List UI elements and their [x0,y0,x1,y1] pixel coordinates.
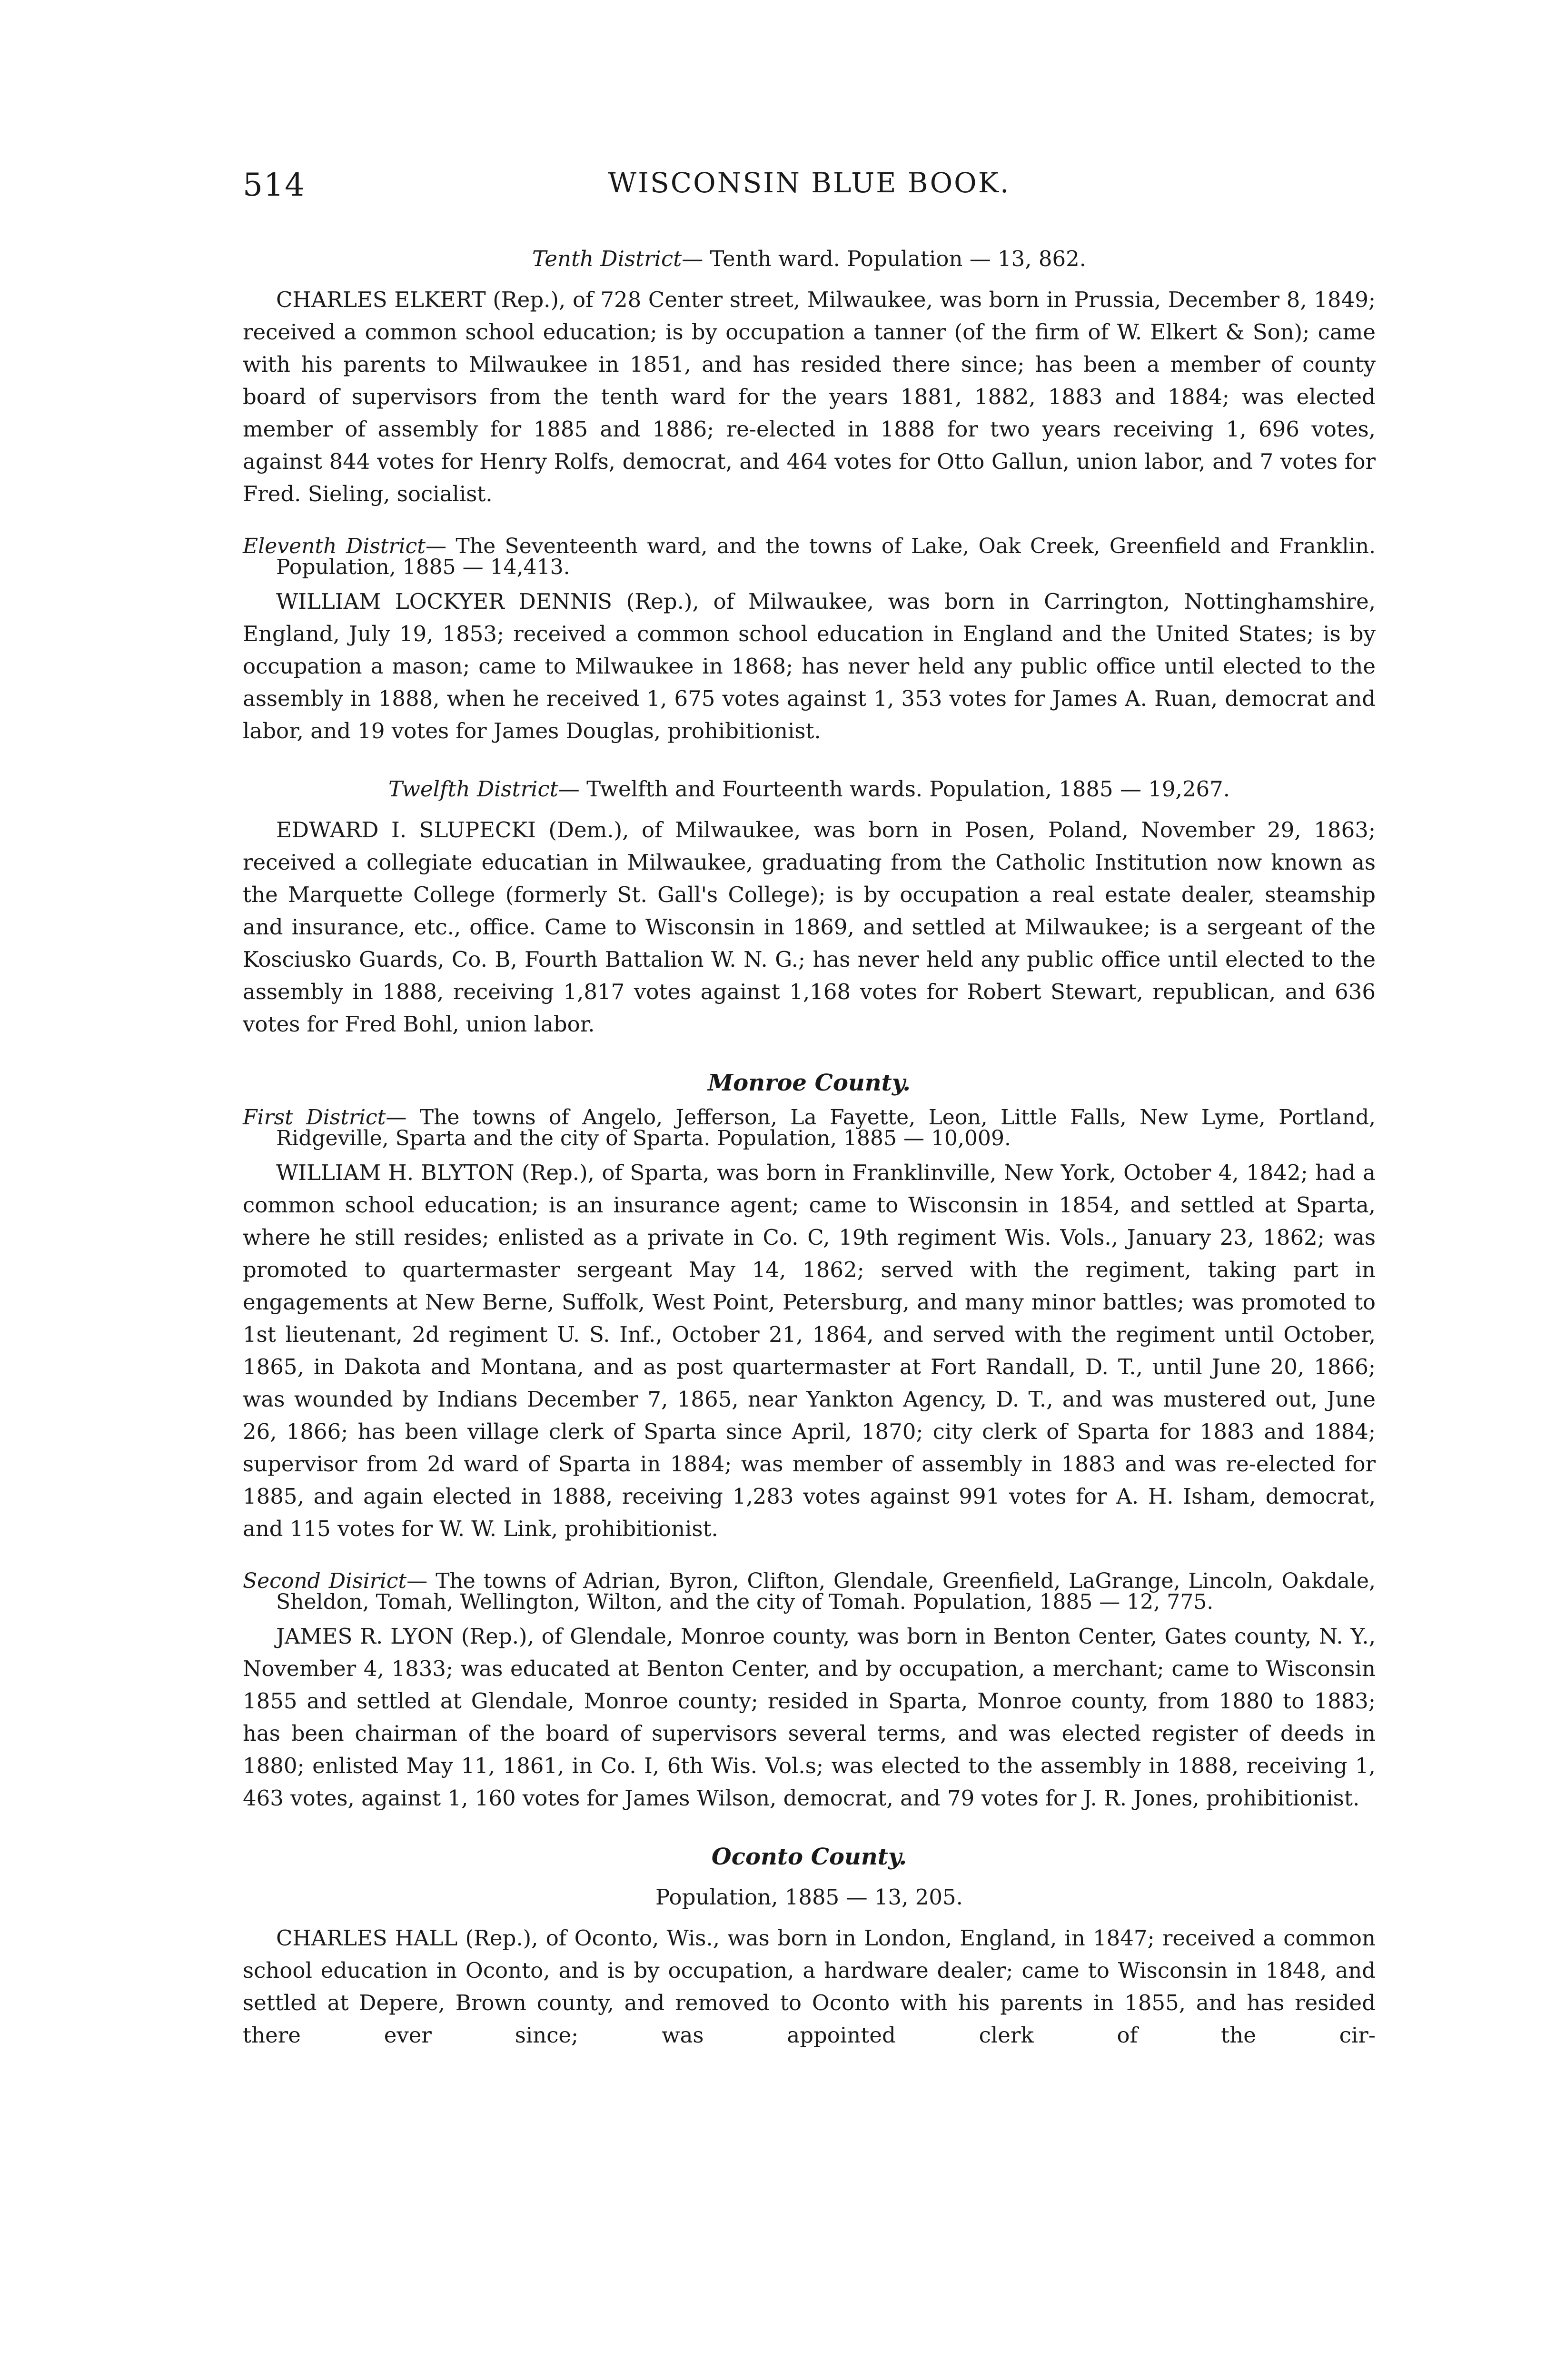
district-description: — Tenth ward. Population — 13, 862. [682,246,1087,271]
district-heading [243,773,1376,805]
district-heading [243,536,1376,578]
member-biography: WILLIAM LOCKYER DENNIS (Rep.), of Milwaukee, was born in Carrington, Nottinghamshire, England, July 19, 1853; received a common school education in England and the United States; is by occupation a mason; came to Milwaukee in 1868; has never held any public office until elected to the assembly in 1888, when he received 1, 675 votes against 1, 353 votes for James A. Ruan, democrat and labor, and 19 votes for James Douglas, prohibitionist. [243,589,1376,744]
member-biography: EDWARD I. SLUPECKI (Dem.), of Milwaukee, was born in Posen, Poland, November 29, 1863; received a collegiate educatian in Milwaukee, graduating from the Catholic Institution now known as the Marquette College (formerly St. Gall's College); is by occupation a real estate dealer, steamship and insurance, etc., office. Came to Wisconsin in 1869, and settled at Milwaukee; is a sergeant of the Kosciusko Guards, Co. B, Fourth Battalion W. N. G.; has never held any public office until elected to the assembly in 1888, receiving 1,817 votes against 1,168 votes for Robert Stewart, republican, and 636 votes for Fred Bohl, union labor. [243,817,1376,1037]
page-header [243,157,1376,214]
county-heading: Monroe County. [708,1070,911,1096]
district-description: — The towns of Angelo, Jefferson, La Fayette, Leon, Little Falls, New Lyme, Portland, Ridgeville, Sparta and the city of Sparta. Population, 1885 — 10,009. [276,1105,1376,1150]
district-heading [243,1107,1376,1149]
district-label: Second Disirict [243,1569,407,1593]
book-page [243,157,1376,2052]
county-population: Population, 1885 — 13, 205. [655,1884,963,1910]
district-description: — Twelfth and Fourteenth wards. Population, 1885 — 19,267. [558,776,1230,802]
running-title: WISCONSIN BLUE BOOK. [608,167,1011,199]
district-description: — The Seventeenth ward, and the towns of Lake, Oak Creek, Greenfield and Franklin. Population, 1885 — 14,413. [276,534,1376,579]
county-heading: Oconto County. [711,1844,907,1870]
member-biography: CHARLES ELKERT (Rep.), of 728 Center street, Milwaukee, was born in Prussia, December 8, 1849; received a common school education; is by occupation a tanner (of the firm of W. Elkert & Son); came with his parents to Milwaukee in 1851, and has resided there since; has been a member of county board of supervisors from the tenth ward for the years 1881, 1882, 1883 and 1884; was elected member of assembly for 1885 and 1886; re-elected in 1888 for two years receiving 1, 696 votes, against 844 votes for Henry Rolfs, democrat, and 464 votes for Otto Gallun, union labor, and 7 votes for Fred. Sieling, socialist. [243,287,1376,506]
district-heading [243,1571,1376,1613]
member-biography: CHARLES HALL (Rep.), of Oconto, Wis., was born in London, England, in 1847; received a common school education in Oconto, and is by occupation, a hardware dealer; came to Wisconsin in 1848, and settled at Depere, Brown county, and removed to Oconto with his parents in 1855, and has resided there ever since; was appointed clerk of the cir- [243,1925,1376,2048]
district-heading [243,243,1376,275]
district-label: Twelfth District [388,776,558,802]
district-label: Eleventh District [243,534,426,558]
district-label: Tenth District [532,246,682,271]
page-number: 514 [243,167,306,203]
district-label: First District [243,1105,386,1130]
district-description: — The towns of Adrian, Byron, Clifton, Glendale, Greenfield, LaGrange, Lincoln, Oakdale, Sheldon, Tomah, Wellington, Wilton, and the city of Tomah. Population, 1885 — 12, 775. [276,1569,1376,1614]
member-biography: WILLIAM H. BLYTON (Rep.), of Sparta, was born in Franklinville, New York, October 4, 1842; had a common school education; is an insurance agent; came to Wisconsin in 1854, and settled at Sparta, where he still resides; enlisted as a private in Co. C, 19th regiment Wis. Vols., January 23, 1862; was promoted to quartermaster sergeant May 14, 1862; served with the regiment, taking part in engagements at New Berne, Suffolk, West Point, Petersburg, and many minor battles; was promoted to 1st lieutenant, 2d regiment U. S. Inf., October 21, 1864, and served with the regiment until October, 1865, in Dakota and Montana, and as post quartermaster at Fort Randall, D. T., until June 20, 1866; was wounded by Indians December 7, 1865, near Yankton Agency, D. T., and was mustered out, June 26, 1866; has been village clerk of Sparta since April, 1870; city clerk of Sparta for 1883 and 1884; supervisor from 2d ward of Sparta in 1884; was member of assembly in 1883 and was re-elected for 1885, and again elected in 1888, receiving 1,283 votes against 991 votes for A. H. Isham, democrat, and 115 votes for W. W. Link, prohibitionist. [243,1160,1376,1541]
member-biography: JAMES R. LYON (Rep.), of Glendale, Monroe county, was born in Benton Center, Gates county, N. Y., November 4, 1833; was educated at Benton Center, and by occupation, a merchant; came to Wisconsin 1855 and settled at Glendale, Monroe county; resided in Sparta, Monroe county, from 1880 to 1883; has been chairman of the board of supervisors several terms, and was elected register of deeds in 1880; enlisted May 11, 1861, in Co. I, 6th Wis. Vol.s; was elected to the assembly in 1888, receiving 1, 463 votes, against 1, 160 votes for James Wilson, democrat, and 79 votes for J. R. Jones, prohibitionist. [243,1624,1376,1811]
